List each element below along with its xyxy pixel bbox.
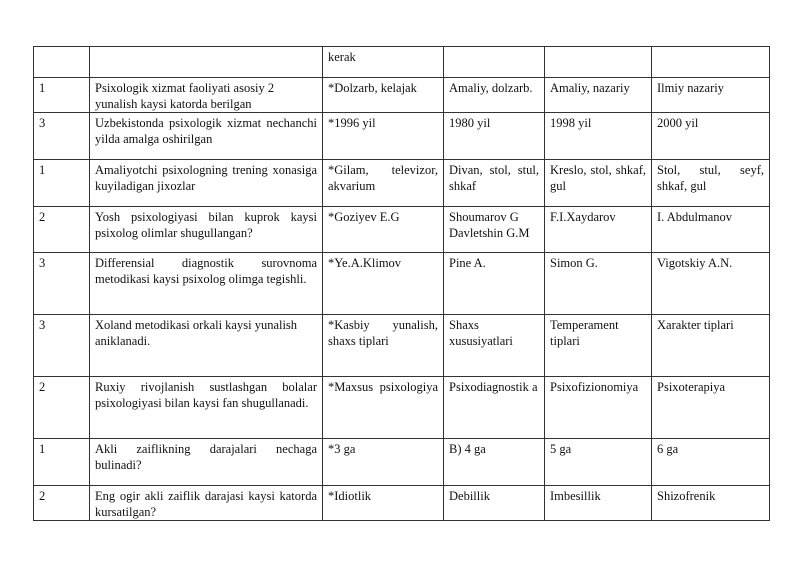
option-b-cell: 1980 yil [444,113,545,160]
question-cell: Eng ogir akli zaiflik darajasi kaysi katorda kursatilgan? [90,486,323,521]
correct-answer-cell: *Gilam, televizor, akvarium [323,160,444,207]
correct-answer-cell: *Kasbiy yunalish, shaxs tiplari [323,315,444,377]
table-row [34,47,770,78]
row-number: 1 [34,439,90,486]
question-cell: Psixologik xizmat faoliyati asosiy 2 yunalish kaysi katorda berilgan [90,78,323,113]
row-number: 2 [34,486,90,521]
row-number: 1 [34,78,90,113]
row-number: 1 [34,160,90,207]
question-cell: Xoland metodikasi orkali kaysi yunalish aniklanadi. [90,315,323,377]
option-d-cell: Stol, stul, seyf, shkaf, gul [652,160,770,207]
correct-answer-cell: *Idiotlik [323,486,444,521]
question-cell: Yosh psixologiyasi bilan kuprok kaysi psixolog olimlar shugullangan? [90,207,323,253]
option-b-cell: Debillik [444,486,545,521]
option-d-cell: 6 ga [652,439,770,486]
option-b-cell: B) 4 ga [444,439,545,486]
table-row [34,78,770,113]
row-number: 3 [34,253,90,315]
option-d-cell: Ilmiy nazariy [652,78,770,113]
option-c-cell: Simon G. [545,253,652,315]
question-cell [90,47,323,78]
option-c-cell: F.I.Xaydarov [545,207,652,253]
question-cell: Differensial diagnostik surovnoma metodikasi kaysi psixolog olimga tegishli. [90,253,323,315]
question-cell: Amaliyotchi psixologning trening xonasiga kuyiladigan jixozlar [90,160,323,207]
option-c-cell: Temperament tiplari [545,315,652,377]
option-b-cell [444,47,545,78]
option-d-cell: Xarakter tiplari [652,315,770,377]
option-c-cell: Psixofizionomiya [545,377,652,439]
table-row [34,377,770,439]
option-c-cell [545,47,652,78]
correct-answer-cell: *Ye.A.Klimov [323,253,444,315]
correct-answer-cell: *3 ga [323,439,444,486]
option-b-cell: Psixodiagnostik a [444,377,545,439]
table-row [34,253,770,315]
option-b-cell: Shaxs xususiyatlari [444,315,545,377]
row-number: 3 [34,315,90,377]
option-c-cell: Imbesillik [545,486,652,521]
option-d-cell: 2000 yil [652,113,770,160]
option-d-cell: Shizofrenik [652,486,770,521]
option-b-cell: Pine A. [444,253,545,315]
option-b-cell: Amaliy, dolzarb. [444,78,545,113]
question-cell: Uzbekistonda psixologik xizmat nechanchi yilda amalga oshirilgan [90,113,323,160]
correct-answer-cell: *Maxsus psixologiya [323,377,444,439]
option-d-cell [652,47,770,78]
table-row [34,207,770,253]
option-c-cell: Kreslo, stol, shkaf, gul [545,160,652,207]
correct-answer-cell: *1996 yil [323,113,444,160]
table-row [34,315,770,377]
option-b-cell: Shoumarov G Davletshin G.M [444,207,545,253]
option-c-cell: 5 ga [545,439,652,486]
row-number [34,47,90,78]
option-d-cell: I. Abdulmanov [652,207,770,253]
option-b-cell: Divan, stol, stul, shkaf [444,160,545,207]
table-row [34,486,770,521]
table-row [34,160,770,207]
row-number: 2 [34,207,90,253]
question-cell: Ruxiy rivojlanish sustlashgan bolalar psixologiyasi bilan kaysi fan shugullanadi. [90,377,323,439]
correct-answer-cell: *Dolzarb, kelajak [323,78,444,113]
row-number: 2 [34,377,90,439]
question-cell: Akli zaiflikning darajalari nechaga bulinadi? [90,439,323,486]
correct-answer-cell: *Goziyev E.G [323,207,444,253]
row-number: 3 [34,113,90,160]
option-c-cell: Amaliy, nazariy [545,78,652,113]
option-c-cell: 1998 yil [545,113,652,160]
table-row [34,113,770,160]
correct-answer-cell: kerak [323,47,444,78]
option-d-cell: Psixoterapiya [652,377,770,439]
table-row [34,439,770,486]
option-d-cell: Vigotskiy A.N. [652,253,770,315]
questions-table [33,46,770,521]
